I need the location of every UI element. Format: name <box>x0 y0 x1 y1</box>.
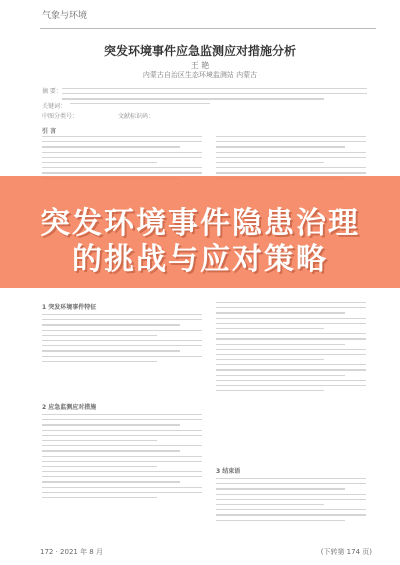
text-line <box>42 430 202 431</box>
text-line <box>216 375 345 376</box>
text-line <box>216 369 366 370</box>
text-line <box>216 344 345 345</box>
text-line <box>42 440 157 441</box>
text-line <box>216 333 366 334</box>
page-footer-left: 172 · 2021 年 8 月 <box>40 548 103 556</box>
right-column-bottom <box>216 302 366 395</box>
text-line <box>216 312 345 313</box>
text-line <box>216 162 324 163</box>
text-line <box>42 450 180 451</box>
text-line <box>216 483 366 484</box>
abstract-label: 摘 要： <box>42 88 62 95</box>
text-line <box>42 136 202 137</box>
text-line <box>42 466 157 467</box>
text-line <box>42 167 202 168</box>
text-line <box>216 172 366 173</box>
text-line <box>42 497 157 498</box>
text-line <box>42 345 202 346</box>
text-line <box>216 499 366 500</box>
text-line <box>216 141 366 142</box>
text-line <box>216 328 324 329</box>
text-line <box>216 349 366 350</box>
affiliation: 内蒙古自治区生态环境监测站 内蒙古 <box>142 71 258 79</box>
abstract-text <box>62 88 367 104</box>
section-heading-2: 2 应急监测应对措施 <box>42 404 97 411</box>
text-line <box>42 419 202 420</box>
header-rule <box>40 28 376 29</box>
text-line <box>42 361 157 362</box>
section-heading-3: 3 结束语 <box>216 468 241 475</box>
clc-label: 中图分类号： <box>42 113 79 120</box>
text-line <box>42 481 180 482</box>
text-line <box>216 152 366 153</box>
overlay-title-line-1: 突发环境事件隐患治理 <box>40 206 360 241</box>
paper-title: 突发环境事件应急监测应对措施分析 <box>103 44 296 58</box>
text-line <box>216 488 345 489</box>
text-line <box>62 88 367 89</box>
text-line <box>70 103 210 104</box>
text-line <box>216 359 324 360</box>
text-line <box>42 141 202 142</box>
text-line <box>42 340 202 341</box>
text-line <box>42 314 202 315</box>
text-line <box>216 514 366 515</box>
text-line <box>62 93 367 94</box>
text-line <box>42 461 202 462</box>
doc-label: 文献标识码： <box>118 113 155 120</box>
overlay-title-line-2: 的挑战与应对策略 <box>72 242 328 277</box>
text-line <box>62 98 324 99</box>
author-name: 王 艳 <box>190 61 210 70</box>
text-line <box>42 157 202 158</box>
text-line <box>42 471 202 472</box>
text-line <box>42 476 202 477</box>
text-line <box>216 494 366 495</box>
text-line <box>216 509 366 510</box>
text-line <box>42 330 202 331</box>
text-line <box>42 456 202 457</box>
text-line <box>42 350 180 351</box>
text-line <box>42 492 202 493</box>
text-line <box>216 307 366 308</box>
text-line <box>42 146 180 147</box>
text-line <box>42 487 202 488</box>
text-line <box>42 319 202 320</box>
text-line <box>216 146 345 147</box>
left-column-section-2 <box>42 414 202 502</box>
text-line <box>216 157 366 158</box>
text-line <box>216 478 366 479</box>
section-heading-1: 1 突发环境事件特征 <box>42 304 97 311</box>
text-line <box>42 435 202 436</box>
keywords-label: 关键词： <box>42 103 67 110</box>
text-line <box>216 520 345 521</box>
text-line <box>42 356 202 357</box>
text-line <box>216 364 366 365</box>
text-line <box>42 172 202 173</box>
text-line <box>216 380 366 381</box>
text-line <box>42 445 202 446</box>
text-line <box>216 318 366 319</box>
text-line <box>216 354 366 355</box>
right-column-conclusion <box>216 478 366 525</box>
text-line <box>42 424 180 425</box>
text-line <box>216 390 324 391</box>
text-line <box>216 302 366 303</box>
journal-header: 气象与环境 <box>42 11 88 21</box>
text-line <box>42 152 202 153</box>
text-line <box>216 136 366 137</box>
left-column-section-1 <box>42 314 202 366</box>
text-line <box>216 338 366 339</box>
title-overlay-banner <box>0 176 400 288</box>
text-line <box>42 324 180 325</box>
text-line <box>216 323 366 324</box>
text-line <box>216 167 366 168</box>
intro-heading: 引 言 <box>42 128 57 135</box>
text-line <box>42 414 202 415</box>
text-line <box>216 504 324 505</box>
text-line <box>42 162 157 163</box>
page-footer-right: (下转第 174 页) <box>320 548 372 556</box>
text-line <box>216 385 366 386</box>
text-line <box>42 335 157 336</box>
keywords-text <box>70 103 210 108</box>
